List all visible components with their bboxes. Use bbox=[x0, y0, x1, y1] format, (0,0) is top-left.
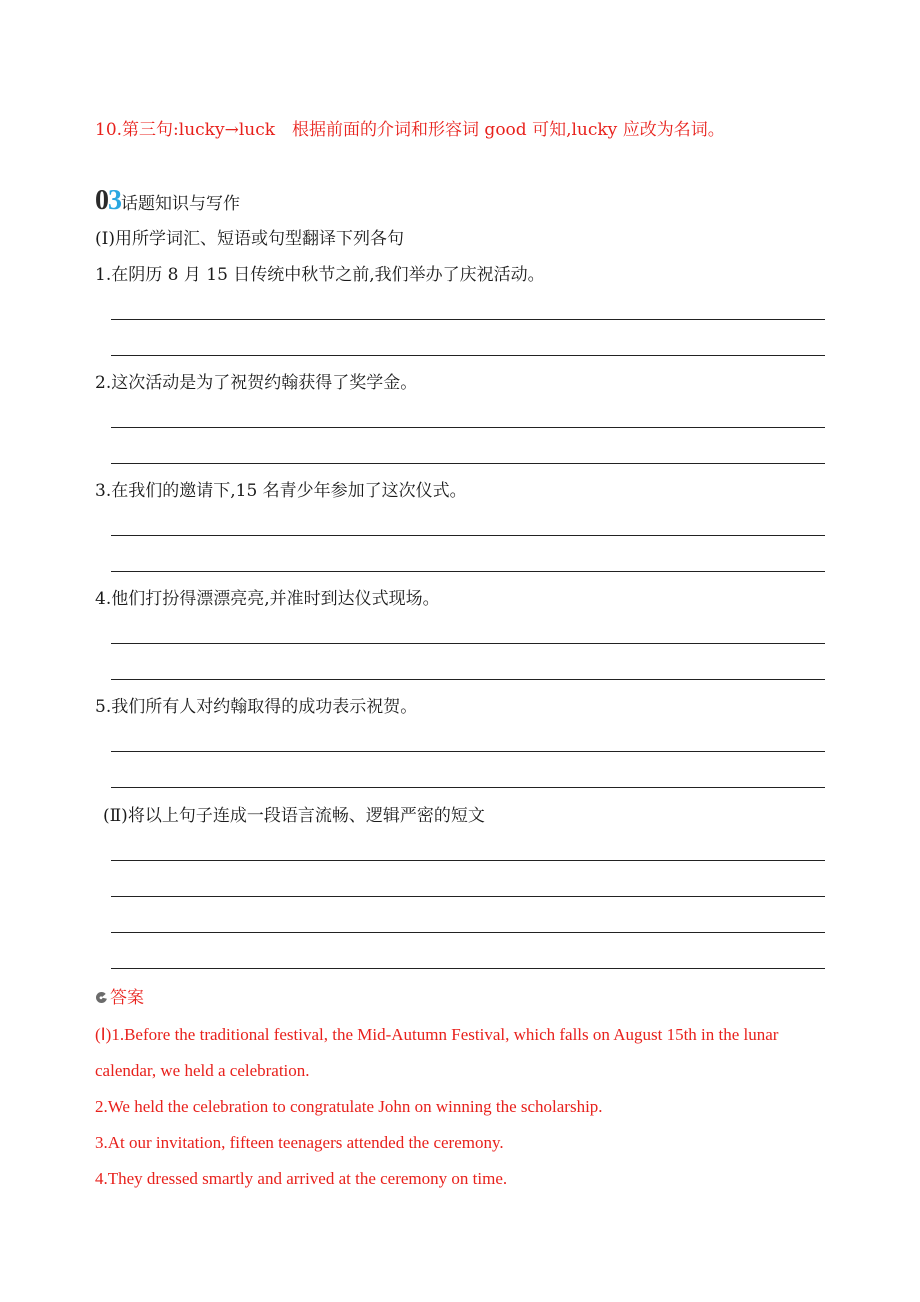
answer-header bbox=[95, 986, 144, 1010]
answer-line[interactable] bbox=[111, 571, 825, 572]
question-2: 2.这次活动是为了祝贺约翰获得了奖学金。 bbox=[95, 373, 418, 393]
question-1: 1.在阴历 8 月 15 日传统中秋节之前,我们举办了庆祝活动。 bbox=[95, 265, 545, 285]
answer-line[interactable] bbox=[111, 427, 825, 428]
answer-line[interactable] bbox=[111, 643, 825, 644]
answer-line[interactable] bbox=[111, 787, 825, 788]
answer-line[interactable] bbox=[111, 751, 825, 752]
part1-heading: (Ⅰ)用所学词汇、短语或句型翻译下列各句 bbox=[95, 229, 404, 249]
answer-3: 3.At our invitation, fifteen teenagers attended the ceremony. bbox=[95, 1133, 504, 1152]
section-number: 03 bbox=[95, 185, 121, 216]
question-5: 5.我们所有人对约翰取得的成功表示祝贺。 bbox=[95, 697, 418, 717]
previous-answer-10: 10.第三句:lucky→luck 根据前面的介词和形容词 good 可知,lucky 应改为名词。 bbox=[95, 120, 725, 140]
question-4: 4.他们打扮得漂漂亮亮,并准时到达仪式现场。 bbox=[95, 589, 440, 609]
answer-line[interactable] bbox=[111, 319, 825, 320]
essay-line[interactable] bbox=[111, 932, 825, 933]
answer-label: 答案 bbox=[110, 988, 144, 1008]
essay-line[interactable] bbox=[111, 968, 825, 969]
answer-1: (Ⅰ)1.Before the traditional festival, the Mid-Autumn Festival, which falls on August 15th in the lunar calendar, we held a celebration. bbox=[95, 1025, 779, 1080]
section-header bbox=[95, 186, 240, 216]
answer-line[interactable] bbox=[111, 679, 825, 680]
question-3: 3.在我们的邀请下,15 名青少年参加了这次仪式。 bbox=[95, 481, 467, 501]
section-title: 话题知识与写作 bbox=[121, 194, 240, 214]
answer-4: 4.They dressed smartly and arrived at the ceremony on time. bbox=[95, 1169, 508, 1188]
part2-heading: (Ⅱ)将以上句子连成一段语言流畅、逻辑严密的短文 bbox=[103, 806, 485, 826]
answer-line[interactable] bbox=[111, 355, 825, 356]
answer-icon bbox=[95, 991, 108, 1004]
essay-line[interactable] bbox=[111, 860, 825, 861]
answer-line[interactable] bbox=[111, 463, 825, 464]
answer-2: 2.We held the celebration to congratulate John on winning the scholarship. bbox=[95, 1097, 603, 1116]
essay-line[interactable] bbox=[111, 896, 825, 897]
answer-line[interactable] bbox=[111, 535, 825, 536]
